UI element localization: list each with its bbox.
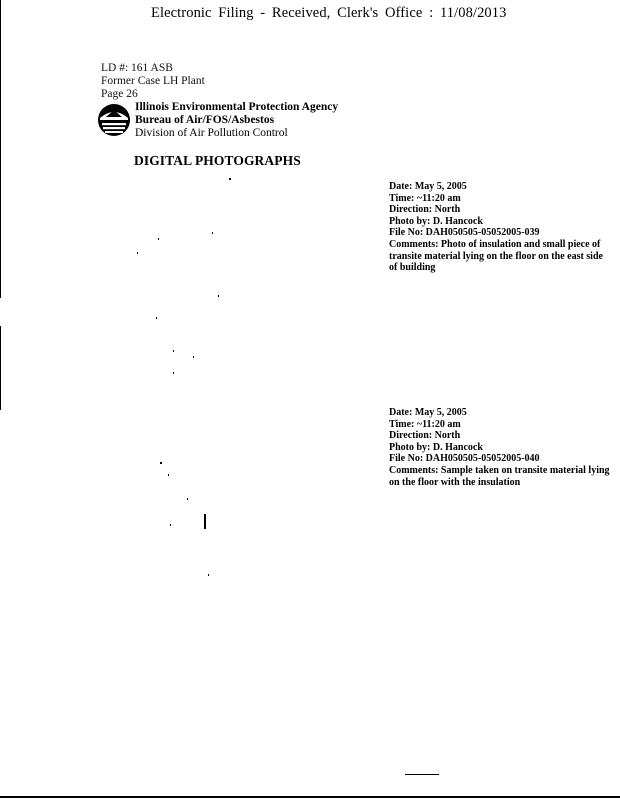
- photo-time: Time: ~11:20 am: [389, 192, 461, 204]
- scan-speck: [218, 295, 219, 297]
- scan-speck: [137, 252, 138, 254]
- scan-speck: [193, 356, 194, 358]
- scan-speck: [208, 574, 209, 576]
- photo-date: Date: May 5, 2005: [389, 181, 467, 192]
- photo-file-number: File No: DAH050505-05052005-039: [389, 227, 540, 239]
- agency-division: Division of Air Pollution Control: [135, 127, 288, 139]
- scan-speck: [160, 462, 162, 464]
- scan-speck: [158, 238, 159, 240]
- page-bottom-border: [0, 796, 620, 798]
- iepa-logo-icon: [97, 103, 131, 137]
- scan-speck: [156, 317, 157, 319]
- photo-file-number: File No: DAH050505-05052005-040: [389, 453, 540, 465]
- filing-stamp: Electronic Filing - Received, Clerk's Office : 11/08/2013: [151, 5, 507, 21]
- photo-caption-1: [389, 181, 611, 274]
- reference-site-name: Former Case LH Plant: [101, 75, 205, 87]
- scan-speck: [212, 232, 213, 234]
- left-edge-mark: [0, 0, 1, 298]
- photo-direction: Direction: North: [389, 204, 461, 216]
- left-edge-mark: [0, 326, 1, 410]
- photo-photographer: Photo by: D. Hancock: [389, 441, 483, 453]
- scan-speck: [229, 178, 231, 180]
- scan-speck: [204, 514, 206, 529]
- scan-speck: [173, 350, 174, 352]
- scan-speck: [168, 474, 169, 476]
- photo-photographer: Photo by: D. Hancock: [389, 215, 483, 227]
- photo-comments: Comments: Sample taken on transite material lying on the floor with the insulation: [389, 464, 610, 488]
- footer-rule: [405, 774, 439, 775]
- photo-date: Date: May 5, 2005: [389, 407, 467, 418]
- scan-speck: [187, 498, 188, 500]
- scan-speck: [173, 372, 174, 374]
- photo-direction: Direction: North: [389, 430, 461, 442]
- reference-page-number: Page 26: [101, 88, 138, 100]
- photo-comments: Comments: Photo of insulation and small piece of transite material lying on the floor on the east side of building: [389, 238, 603, 274]
- agency-name: Illinois Environmental Protection Agency: [135, 101, 339, 113]
- photo-caption-2: [389, 407, 611, 488]
- photo-time: Time: ~11:20 am: [389, 418, 461, 430]
- section-title: DIGITAL PHOTOGRAPHS: [134, 153, 301, 168]
- reference-ld-number: LD #: 161 ASB: [101, 62, 173, 74]
- agency-bureau: Bureau of Air/FOS/Asbestos: [135, 114, 275, 126]
- scan-speck: [170, 524, 171, 526]
